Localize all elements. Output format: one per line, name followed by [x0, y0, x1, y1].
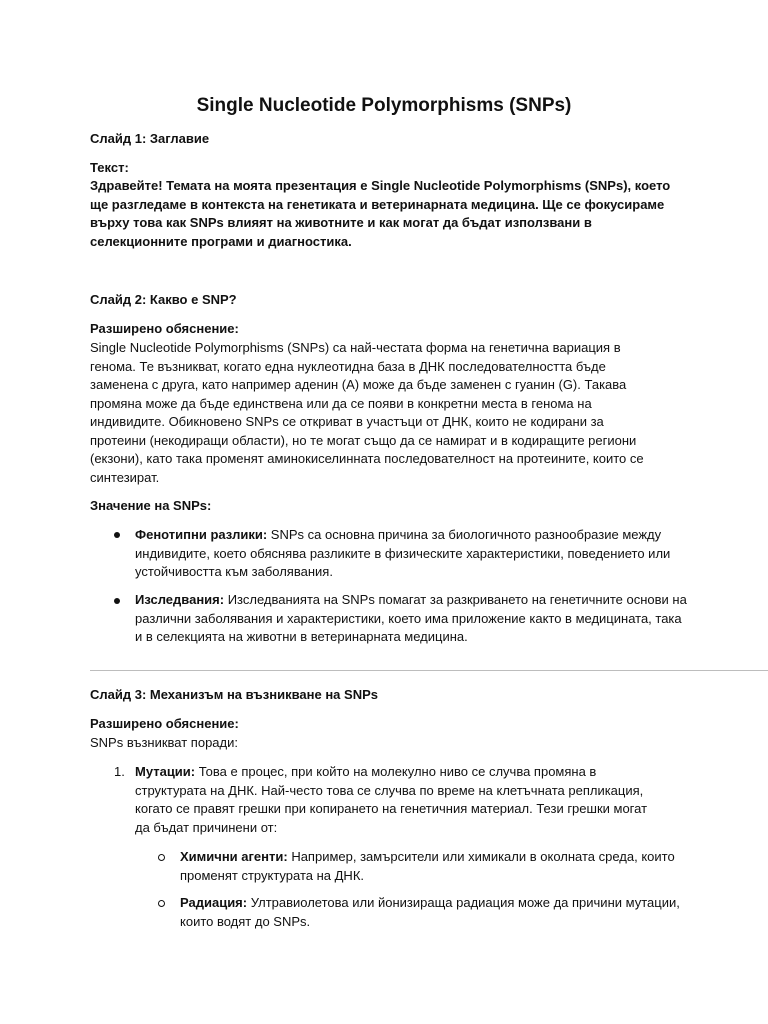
slide2-significance-label: Значение на SNPs:: [90, 498, 212, 513]
slide2-expl-text: Single Nucleotide Polymorphisms (SNPs) са най-честата форма на генетична вариация в генома. Те възникват, когато една нуклеотидна база в ДНК последователността бъде заменена с друга, като например аденин (A) може да бъде заменен с гуанин (G). Такава промяна може да бъде единствена или да се появи в конкретни места в генома на индивидите. Обикновено SNPs се откриват в участъци от ДНК, които не кодирани за протеини (некодиращи области), но те могат също да се намират и в кодиращите региони (екзони), като така променят аминокиселинната последователност на протеините, които се синтезират.: [90, 340, 644, 485]
sub-bullet-marker: [158, 900, 165, 907]
slide1-text-label: Текст:: [90, 160, 129, 175]
slide2-heading: Слайд 2: Какво е SNP?: [90, 292, 237, 307]
bullet-term: Фенотипни разлики:: [135, 527, 268, 542]
slide3-intro: SNPs възникват поради:: [90, 735, 238, 750]
document-title: Single Nucleotide Polymorphisms (SNPs): [196, 95, 572, 116]
bullet-marker: [114, 598, 120, 604]
slide1-text: Здравейте! Темата на моята презентация е Single Nucleotide Polymorphisms (SNPs), което ще разгледаме в контекста на генетиката и ветеринарната медицина. Ще се фокусираме върху това как SNPs влияят на животните и как могат да бъдат използвани в селекционните програми и диагностика.: [90, 178, 671, 249]
sub-bullet-text: Например, замърсители или химикали в околната среда, които променят структурата на ДНК.: [180, 849, 675, 883]
list-item: [180, 894, 690, 931]
slide3-expl-label: Разширено обяснение:: [90, 716, 239, 731]
bullet-marker: [114, 532, 120, 538]
sub-bullet-marker: [158, 854, 165, 861]
list-item: [180, 848, 690, 885]
bullet-text: Изследванията на SNPs помагат за разкриването на генетичните основи на различни заболявания и характеристики, което има приложение както в медицината, така и в селекцията на животни в ветеринарната медицина.: [135, 592, 687, 644]
section-divider: [90, 670, 768, 671]
sub-bullet-term: Химични агенти:: [180, 849, 288, 864]
sub-bullet-term: Радиация:: [180, 895, 248, 910]
numbered-marker: 1.: [114, 764, 125, 779]
list-item: [135, 591, 690, 647]
list-item: [135, 763, 665, 837]
slide2-expl-label: Разширено обяснение:: [90, 321, 239, 336]
sub-bullet-text: Ултравиолетова или йонизираща радиация може да причини мутации, които водят до SNPs.: [180, 895, 680, 929]
numbered-text: Това е процес, при който на молекулно ниво се случва промяна в структурата на ДНК. Най-често това се случва по време на клетъчната репликация, когато се правят грешки при копирането на генетичния материал. Тези грешки могат да бъдат причинени от:: [135, 764, 648, 835]
list-item: [135, 526, 690, 582]
bullet-term: Изследвания:: [135, 592, 225, 607]
slide1-heading: Слайд 1: Заглавие: [90, 131, 210, 146]
slide3-heading: Слайд 3: Механизъм на възникване на SNPs: [90, 687, 378, 702]
bullet-text: SNPs са основна причина за биологичното разнообразие между индивидите, което обяснява разликите в физическите характеристики, поведението или устойчивостта към заболявания.: [135, 527, 671, 579]
numbered-term: Мутации:: [135, 764, 196, 779]
